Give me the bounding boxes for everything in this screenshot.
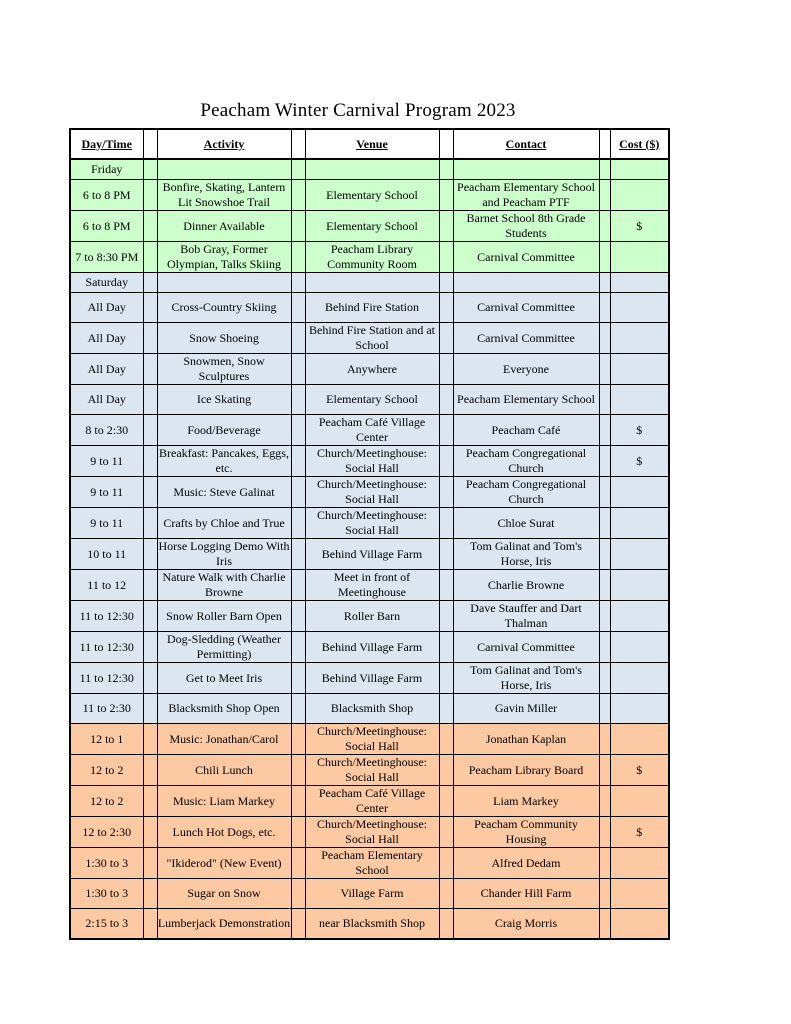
- activity-cell: Food/Beverage: [157, 415, 291, 446]
- contact-cell: Carnival Committee: [453, 323, 599, 354]
- cost-cell: $: [610, 415, 669, 446]
- contact-cell: Peacham Elementary School and Peacham PTF: [453, 180, 599, 211]
- table-row: [70, 755, 669, 786]
- time-cell: 8 to 2:30: [70, 415, 143, 446]
- time-cell: 9 to 11: [70, 477, 143, 508]
- spacer-cell: [439, 694, 453, 724]
- activity-cell: Music: Steve Galinat: [157, 477, 291, 508]
- activity-cell: Bonfire, Skating, Lantern Lit Snowshoe Trail: [157, 180, 291, 211]
- spacer-cell: [291, 755, 305, 786]
- table-row: [70, 242, 669, 273]
- spacer-cell: [291, 570, 305, 601]
- cost-cell: $: [610, 446, 669, 477]
- contact-cell: Chander Hill Farm: [453, 879, 599, 909]
- table-row: [70, 323, 669, 354]
- section-cell: [291, 273, 305, 293]
- spacer-cell: [599, 786, 610, 817]
- spacer-cell: [599, 415, 610, 446]
- spacer-cell: [291, 180, 305, 211]
- cost-cell: [610, 242, 669, 273]
- table-body: [70, 159, 669, 939]
- cost-cell: $: [610, 817, 669, 848]
- spacer-cell: [291, 601, 305, 632]
- section-cell: [610, 273, 669, 293]
- spacer-cell: [439, 354, 453, 385]
- venue-cell: Peacham Library Community Room: [305, 242, 439, 273]
- section-row: [70, 159, 669, 180]
- cost-cell: [610, 786, 669, 817]
- time-cell: 11 to 2:30: [70, 694, 143, 724]
- time-cell: 10 to 11: [70, 539, 143, 570]
- spacer-cell: [143, 879, 157, 909]
- cost-cell: [610, 663, 669, 694]
- spacer-cell: [291, 786, 305, 817]
- venue-cell: Peacham Café Village Center: [305, 415, 439, 446]
- contact-cell: Peacham Congregational Church: [453, 477, 599, 508]
- activity-cell: Crafts by Chloe and True: [157, 508, 291, 539]
- activity-cell: Get to Meet Iris: [157, 663, 291, 694]
- time-cell: 9 to 11: [70, 446, 143, 477]
- venue-cell: Anywhere: [305, 354, 439, 385]
- spacer-cell: [439, 632, 453, 663]
- spacer-cell: [291, 539, 305, 570]
- section-cell: [143, 159, 157, 180]
- spacer-cell: [599, 601, 610, 632]
- spacer-cell: [439, 477, 453, 508]
- time-cell: 6 to 8 PM: [70, 211, 143, 242]
- cost-cell: [610, 694, 669, 724]
- venue-cell: Behind Fire Station: [305, 293, 439, 323]
- header-spacer: [291, 129, 305, 159]
- spacer-cell: [439, 879, 453, 909]
- spacer-cell: [291, 724, 305, 755]
- spacer-cell: [143, 570, 157, 601]
- time-cell: 12 to 1: [70, 724, 143, 755]
- time-cell: All Day: [70, 385, 143, 415]
- spacer-cell: [143, 909, 157, 940]
- time-cell: 2:15 to 3: [70, 909, 143, 940]
- section-cell: [305, 273, 439, 293]
- cost-cell: [610, 601, 669, 632]
- table-row: [70, 601, 669, 632]
- spacer-cell: [599, 508, 610, 539]
- table-row: [70, 508, 669, 539]
- spacer-cell: [143, 211, 157, 242]
- cost-cell: [610, 293, 669, 323]
- spacer-cell: [291, 293, 305, 323]
- spacer-cell: [439, 293, 453, 323]
- spacer-cell: [599, 539, 610, 570]
- cost-cell: [610, 180, 669, 211]
- contact-cell: Chloe Surat: [453, 508, 599, 539]
- contact-cell: Peacham Café: [453, 415, 599, 446]
- activity-cell: Bob Gray, Former Olympian, Talks Skiing: [157, 242, 291, 273]
- spacer-cell: [143, 180, 157, 211]
- section-label: Friday: [70, 159, 143, 180]
- spacer-cell: [291, 385, 305, 415]
- venue-cell: Peacham Elementary School: [305, 848, 439, 879]
- venue-cell: Roller Barn: [305, 601, 439, 632]
- contact-cell: Peacham Community Housing: [453, 817, 599, 848]
- header-spacer: [599, 129, 610, 159]
- table-row: [70, 477, 669, 508]
- activity-cell: Horse Logging Demo With Iris: [158, 539, 290, 568]
- contact-cell: Charlie Browne: [453, 570, 599, 601]
- venue-cell: Meet in front of Meetinghouse: [305, 570, 439, 601]
- spacer-cell: [143, 694, 157, 724]
- contact-cell: Peacham Elementary School: [453, 385, 599, 415]
- section-cell: [599, 273, 610, 293]
- section-cell: [439, 159, 453, 180]
- section-cell: [453, 159, 599, 180]
- contact-cell: Alfred Dedam: [453, 848, 599, 879]
- section-cell: [291, 159, 305, 180]
- venue-cell: Church/Meetinghouse: Social Hall: [305, 446, 439, 477]
- venue-cell: Behind Village Farm: [305, 539, 439, 570]
- venue-cell: Elementary School: [305, 385, 439, 415]
- contact-cell: Tom Galinat and Tom's Horse, Iris: [453, 539, 599, 570]
- spacer-cell: [291, 694, 305, 724]
- spacer-cell: [291, 508, 305, 539]
- spacer-cell: [143, 632, 157, 663]
- spacer-cell: [291, 354, 305, 385]
- time-cell: 12 to 2: [70, 786, 143, 817]
- section-cell: [143, 273, 157, 293]
- cost-cell: [610, 879, 669, 909]
- venue-cell: Church/Meetinghouse: Social Hall: [305, 724, 439, 755]
- cost-cell: [610, 724, 669, 755]
- venue-cell: Church/Meetinghouse: Social Hall: [305, 508, 439, 539]
- section-label: Saturday: [70, 273, 143, 293]
- contact-cell: Craig Morris: [453, 909, 599, 940]
- page-title: Peacham Winter Carnival Program 2023: [200, 100, 516, 121]
- spacer-cell: [599, 817, 610, 848]
- spacer-cell: [439, 663, 453, 694]
- time-cell: 11 to 12:30: [70, 663, 143, 694]
- spacer-cell: [439, 211, 453, 242]
- table-row: [70, 211, 669, 242]
- activity-cell: Blacksmith Shop Open: [157, 694, 291, 724]
- table-row: [70, 694, 669, 724]
- spacer-cell: [599, 354, 610, 385]
- venue-cell: Behind Fire Station and at School: [305, 323, 439, 354]
- time-cell: All Day: [70, 354, 143, 385]
- spacer-cell: [599, 180, 610, 211]
- time-cell: 12 to 2: [70, 755, 143, 786]
- spacer-cell: [291, 848, 305, 879]
- spacer-cell: [599, 755, 610, 786]
- spacer-cell: [291, 211, 305, 242]
- header-spacer: [439, 129, 453, 159]
- table-row: [70, 632, 669, 663]
- spacer-cell: [291, 632, 305, 663]
- spacer-cell: [439, 508, 453, 539]
- spacer-cell: [439, 724, 453, 755]
- spacer-cell: [599, 323, 610, 354]
- contact-cell: Tom Galinat and Tom's Horse, Iris: [453, 663, 599, 694]
- cost-cell: [610, 909, 669, 940]
- header-day-time: Day/Time: [70, 129, 143, 159]
- spacer-cell: [143, 755, 157, 786]
- spacer-cell: [439, 539, 453, 570]
- contact-cell: Carnival Committee: [453, 632, 599, 663]
- time-cell: 1:30 to 3: [70, 848, 143, 879]
- spacer-cell: [291, 242, 305, 273]
- header-contact: Contact: [453, 129, 599, 159]
- spacer-cell: [439, 570, 453, 601]
- spacer-cell: [143, 415, 157, 446]
- activity-cell: Nature Walk with Charlie Browne: [157, 570, 291, 601]
- time-cell: 9 to 11: [70, 508, 143, 539]
- spacer-cell: [599, 724, 610, 755]
- spacer-cell: [439, 817, 453, 848]
- spacer-cell: [143, 539, 157, 570]
- spacer-cell: [143, 354, 157, 385]
- spacer-cell: [439, 180, 453, 211]
- spacer-cell: [291, 477, 305, 508]
- table-row: [70, 817, 669, 848]
- section-cell: [305, 159, 439, 180]
- spacer-cell: [599, 211, 610, 242]
- venue-cell: Church/Meetinghouse: Social Hall: [305, 477, 439, 508]
- contact-cell: Peacham Library Board: [453, 755, 599, 786]
- table-row: [70, 570, 669, 601]
- activity-cell: Lunch Hot Dogs, etc.: [157, 817, 291, 848]
- spacer-cell: [291, 415, 305, 446]
- cost-cell: [610, 539, 669, 570]
- spacer-cell: [599, 694, 610, 724]
- header-venue: Venue: [305, 129, 439, 159]
- table-row: [70, 663, 669, 694]
- time-cell: 12 to 2:30: [70, 817, 143, 848]
- program-table: [69, 128, 670, 940]
- spacer-cell: [599, 879, 610, 909]
- contact-cell: Liam Markey: [453, 786, 599, 817]
- venue-cell: Behind Village Farm: [305, 663, 439, 694]
- spacer-cell: [143, 817, 157, 848]
- venue-cell: Behind Village Farm: [305, 632, 439, 663]
- venue-cell: Village Farm: [305, 879, 439, 909]
- time-cell: 11 to 12:30: [70, 601, 143, 632]
- spacer-cell: [143, 446, 157, 477]
- spacer-cell: [143, 323, 157, 354]
- activity-cell: Chili Lunch: [157, 755, 291, 786]
- table-row: [70, 385, 669, 415]
- activity-cell: Lumberjack Demonstration: [157, 909, 291, 940]
- table-row: [70, 879, 669, 909]
- activity-cell: Cross-Country Skiing: [157, 293, 291, 323]
- cost-cell: [610, 323, 669, 354]
- spacer-cell: [143, 601, 157, 632]
- activity-cell: Breakfast: Pancakes, Eggs, etc.: [157, 446, 291, 477]
- spacer-cell: [291, 817, 305, 848]
- spacer-cell: [291, 446, 305, 477]
- spacer-cell: [143, 477, 157, 508]
- time-cell: 6 to 8 PM: [70, 180, 143, 211]
- contact-cell: Dave Stauffer and Dart Thalman: [453, 601, 599, 632]
- spacer-cell: [143, 724, 157, 755]
- cost-cell: [610, 477, 669, 508]
- venue-cell: Peacham Café Village Center: [305, 786, 439, 817]
- section-row: [70, 273, 669, 293]
- contact-cell: Barnet School 8th Grade Students: [453, 211, 599, 242]
- activity-cell: Dog-Sledding (Weather Permitting): [157, 632, 291, 663]
- section-cell: [157, 159, 291, 180]
- venue-cell: near Blacksmith Shop: [305, 909, 439, 940]
- spacer-cell: [439, 909, 453, 940]
- cost-cell: [610, 508, 669, 539]
- activity-cell: "Ikiderod" (New Event): [157, 848, 291, 879]
- section-cell: [157, 273, 291, 293]
- contact-cell: Everyone: [453, 354, 599, 385]
- spacer-cell: [599, 663, 610, 694]
- spacer-cell: [291, 323, 305, 354]
- time-cell: All Day: [70, 323, 143, 354]
- spacer-cell: [439, 755, 453, 786]
- spacer-cell: [143, 385, 157, 415]
- table-row: [70, 848, 669, 879]
- activity-cell: Snow Shoeing: [157, 323, 291, 354]
- spacer-cell: [439, 786, 453, 817]
- venue-cell: Church/Meetinghouse: Social Hall: [305, 817, 439, 848]
- spacer-cell: [143, 663, 157, 694]
- table-row: [70, 354, 669, 385]
- table-row: [70, 786, 669, 817]
- spacer-cell: [143, 848, 157, 879]
- spacer-cell: [599, 848, 610, 879]
- cost-cell: $: [610, 211, 669, 242]
- spacer-cell: [143, 242, 157, 273]
- venue-cell: Elementary School: [305, 211, 439, 242]
- spacer-cell: [143, 293, 157, 323]
- activity-cell: Snow Roller Barn Open: [157, 601, 291, 632]
- spacer-cell: [439, 415, 453, 446]
- spacer-cell: [439, 848, 453, 879]
- spacer-cell: [599, 242, 610, 273]
- spacer-cell: [599, 477, 610, 508]
- time-cell: 11 to 12: [70, 570, 143, 601]
- cost-cell: $: [610, 755, 669, 786]
- activity-cell: Sugar on Snow: [157, 879, 291, 909]
- activity-cell: Music: Liam Markey: [157, 786, 291, 817]
- contact-cell: Peacham Congregational Church: [453, 446, 599, 477]
- cost-cell: [610, 570, 669, 601]
- spacer-cell: [143, 508, 157, 539]
- time-cell: 1:30 to 3: [70, 879, 143, 909]
- header-row: [70, 129, 669, 159]
- venue-cell: Elementary School: [305, 180, 439, 211]
- spacer-cell: [143, 786, 157, 817]
- table-row: [70, 724, 669, 755]
- contact-cell: Jonathan Kaplan: [453, 724, 599, 755]
- cost-cell: [610, 632, 669, 663]
- spacer-cell: [439, 446, 453, 477]
- cost-cell: [610, 354, 669, 385]
- venue-cell: Blacksmith Shop: [305, 694, 439, 724]
- table-row: [70, 909, 669, 940]
- section-cell: [610, 159, 669, 180]
- spacer-cell: [599, 293, 610, 323]
- spacer-cell: [439, 385, 453, 415]
- header-spacer: [143, 129, 157, 159]
- venue-cell: Church/Meetinghouse: Social Hall: [305, 755, 439, 786]
- activity-cell: Snowmen, Snow Sculptures: [157, 354, 291, 385]
- contact-cell: Carnival Committee: [453, 293, 599, 323]
- section-cell: [453, 273, 599, 293]
- activity-cell: Dinner Available: [157, 211, 291, 242]
- contact-cell: Gavin Miller: [453, 694, 599, 724]
- spacer-cell: [291, 663, 305, 694]
- table-row: [70, 180, 669, 211]
- activity-cell: Ice Skating: [157, 385, 291, 415]
- spacer-cell: [439, 601, 453, 632]
- table-row: [70, 539, 669, 570]
- table-row: [70, 446, 669, 477]
- spacer-cell: [599, 446, 610, 477]
- contact-cell: Carnival Committee: [453, 242, 599, 273]
- table-row: [70, 293, 669, 323]
- header-activity: Activity: [157, 129, 291, 159]
- spacer-cell: [599, 909, 610, 940]
- spacer-cell: [291, 909, 305, 940]
- spacer-cell: [291, 879, 305, 909]
- time-cell: All Day: [70, 293, 143, 323]
- cost-cell: [610, 848, 669, 879]
- spacer-cell: [439, 242, 453, 273]
- time-cell: 11 to 12:30: [70, 632, 143, 663]
- cost-cell: [610, 385, 669, 415]
- section-cell: [439, 273, 453, 293]
- spacer-cell: [599, 632, 610, 663]
- spacer-cell: [599, 570, 610, 601]
- spacer-cell: [439, 323, 453, 354]
- spacer-cell: [599, 385, 610, 415]
- time-cell: 7 to 8:30 PM: [70, 242, 143, 273]
- table-row: [70, 415, 669, 446]
- activity-cell: Music: Jonathan/Carol: [157, 724, 291, 755]
- header-cost: Cost ($): [610, 129, 669, 159]
- section-cell: [599, 159, 610, 180]
